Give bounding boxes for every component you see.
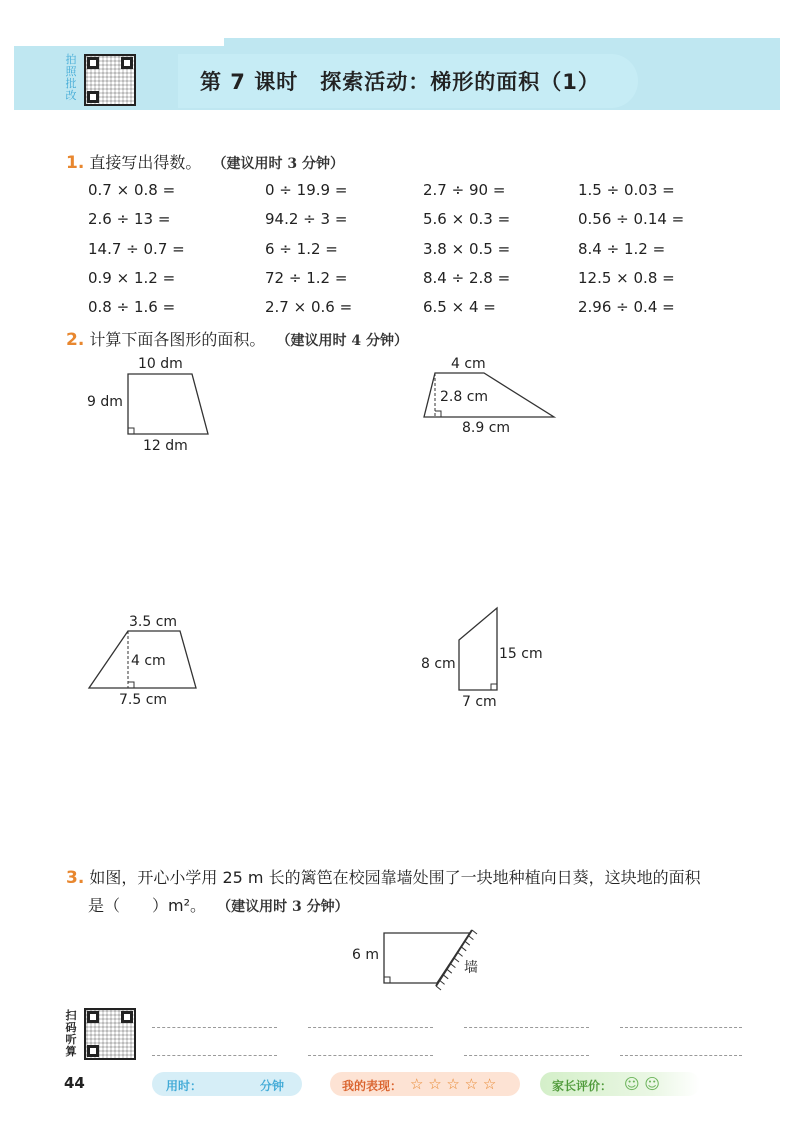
- question-3-answer-blank[interactable]: 是（ ）m²。: [88, 896, 207, 915]
- parent-evaluation-pill: [540, 1072, 700, 1096]
- answer-line: [464, 1055, 589, 1056]
- calculation-item: 2.7 ÷ 90 =: [423, 181, 506, 199]
- calculation-item: 5.6 × 0.3 =: [423, 210, 511, 228]
- fig1-bottom-label: 12 dm: [143, 438, 188, 454]
- answer-line: [152, 1055, 277, 1056]
- question-3-hint: （建议用时 3 分钟）: [217, 899, 349, 915]
- star-rating[interactable]: ☆ ☆ ☆ ☆ ☆: [410, 1075, 497, 1093]
- calculation-item: 94.2 ÷ 3 =: [265, 210, 348, 228]
- time-spent-pill: [152, 1072, 302, 1096]
- calculation-item: 3.8 × 0.5 =: [423, 240, 511, 258]
- question-3-number: 3.: [66, 868, 85, 888]
- answer-line: [308, 1055, 433, 1056]
- trapezoid-figure-1: [128, 374, 208, 434]
- question-3-text: 如图，开心小学用 25 m 长的篱笆在校园靠墙处围了一块地种植向日葵，这块地的面积: [89, 868, 701, 887]
- performance-label: 我的表现：: [342, 1079, 403, 1093]
- calculation-item: 12.5 × 0.8 =: [578, 269, 675, 287]
- answer-line: [308, 1027, 433, 1028]
- time-unit: 分钟: [260, 1079, 285, 1093]
- calculation-item: 1.5 ÷ 0.03 =: [578, 181, 675, 199]
- fig3-top-label: 3.5 cm: [129, 614, 178, 630]
- question-3-line-1: [66, 865, 701, 888]
- calculation-item: 2.6 ÷ 13 =: [88, 210, 171, 228]
- fig1-top-label: 10 dm: [138, 356, 183, 372]
- fig2-top-label: 4 cm: [451, 356, 486, 372]
- calculation-item: 8.4 ÷ 2.8 =: [423, 269, 511, 287]
- question-3-line-2: [88, 893, 349, 916]
- calculation-item: 0.8 ÷ 1.6 =: [88, 298, 176, 316]
- fig1-height-label: 9 dm: [87, 394, 123, 410]
- question-2-number: 2.: [66, 330, 85, 350]
- parent-eval-label: 家长评价：: [552, 1079, 613, 1093]
- page-number: 44: [64, 1074, 85, 1092]
- answer-line: [152, 1027, 277, 1028]
- lesson-title: 第 7 课时 探索活动：梯形的面积（1）: [200, 70, 600, 94]
- calculation-item: 0 ÷ 19.9 =: [265, 181, 348, 199]
- time-label: 用时：: [166, 1079, 203, 1093]
- scan-listen-label: 扫码听算: [65, 1009, 77, 1058]
- calculation-item: 14.7 ÷ 0.7 =: [88, 240, 185, 258]
- question-2-hint: （建议用时 4 分钟）: [276, 333, 408, 349]
- my-performance-pill: [330, 1072, 520, 1096]
- calculation-item: 6.5 × 4 =: [423, 298, 496, 316]
- q3-wall-label: 墙: [464, 960, 478, 976]
- answer-line: [464, 1027, 589, 1028]
- calculation-item: 72 ÷ 1.2 =: [265, 269, 348, 287]
- answer-line: [620, 1027, 742, 1028]
- answer-line: [620, 1055, 742, 1056]
- fig3-height-label: 4 cm: [131, 653, 166, 669]
- photo-grade-label: 拍照批改: [65, 53, 77, 102]
- calculation-item: 0.56 ÷ 0.14 =: [578, 210, 685, 228]
- question-1-number: 1.: [66, 153, 85, 173]
- q3-height-label: 6 m: [352, 947, 379, 963]
- scan-listen-qr-code[interactable]: [84, 1008, 136, 1060]
- calculation-item: 6 ÷ 1.2 =: [265, 240, 338, 258]
- calculation-item: 0.7 × 0.8 =: [88, 181, 176, 199]
- fig3-bottom-label: 7.5 cm: [119, 692, 168, 708]
- calculation-item: 0.9 × 1.2 =: [88, 269, 176, 287]
- fig2-height-label: 2.8 cm: [440, 389, 489, 405]
- smiley-faces[interactable]: ☺ ☺: [624, 1075, 661, 1093]
- fig2-bottom-label: 8.9 cm: [462, 420, 511, 436]
- calculation-item: 8.4 ÷ 1.2 =: [578, 240, 666, 258]
- calculation-item: 2.7 × 0.6 =: [265, 298, 353, 316]
- question-1-text: 直接写出得数。: [89, 153, 202, 172]
- question-1-hint: （建议用时 3 分钟）: [212, 156, 344, 172]
- question-2-text: 计算下面各图形的面积。: [89, 330, 266, 349]
- trapezoid-figure-4: [459, 608, 497, 690]
- calculation-item: 2.96 ÷ 0.4 =: [578, 298, 675, 316]
- fig4-left-label: 8 cm: [421, 656, 456, 672]
- fig4-bottom-label: 7 cm: [462, 694, 497, 710]
- fig4-right-label: 15 cm: [499, 646, 543, 662]
